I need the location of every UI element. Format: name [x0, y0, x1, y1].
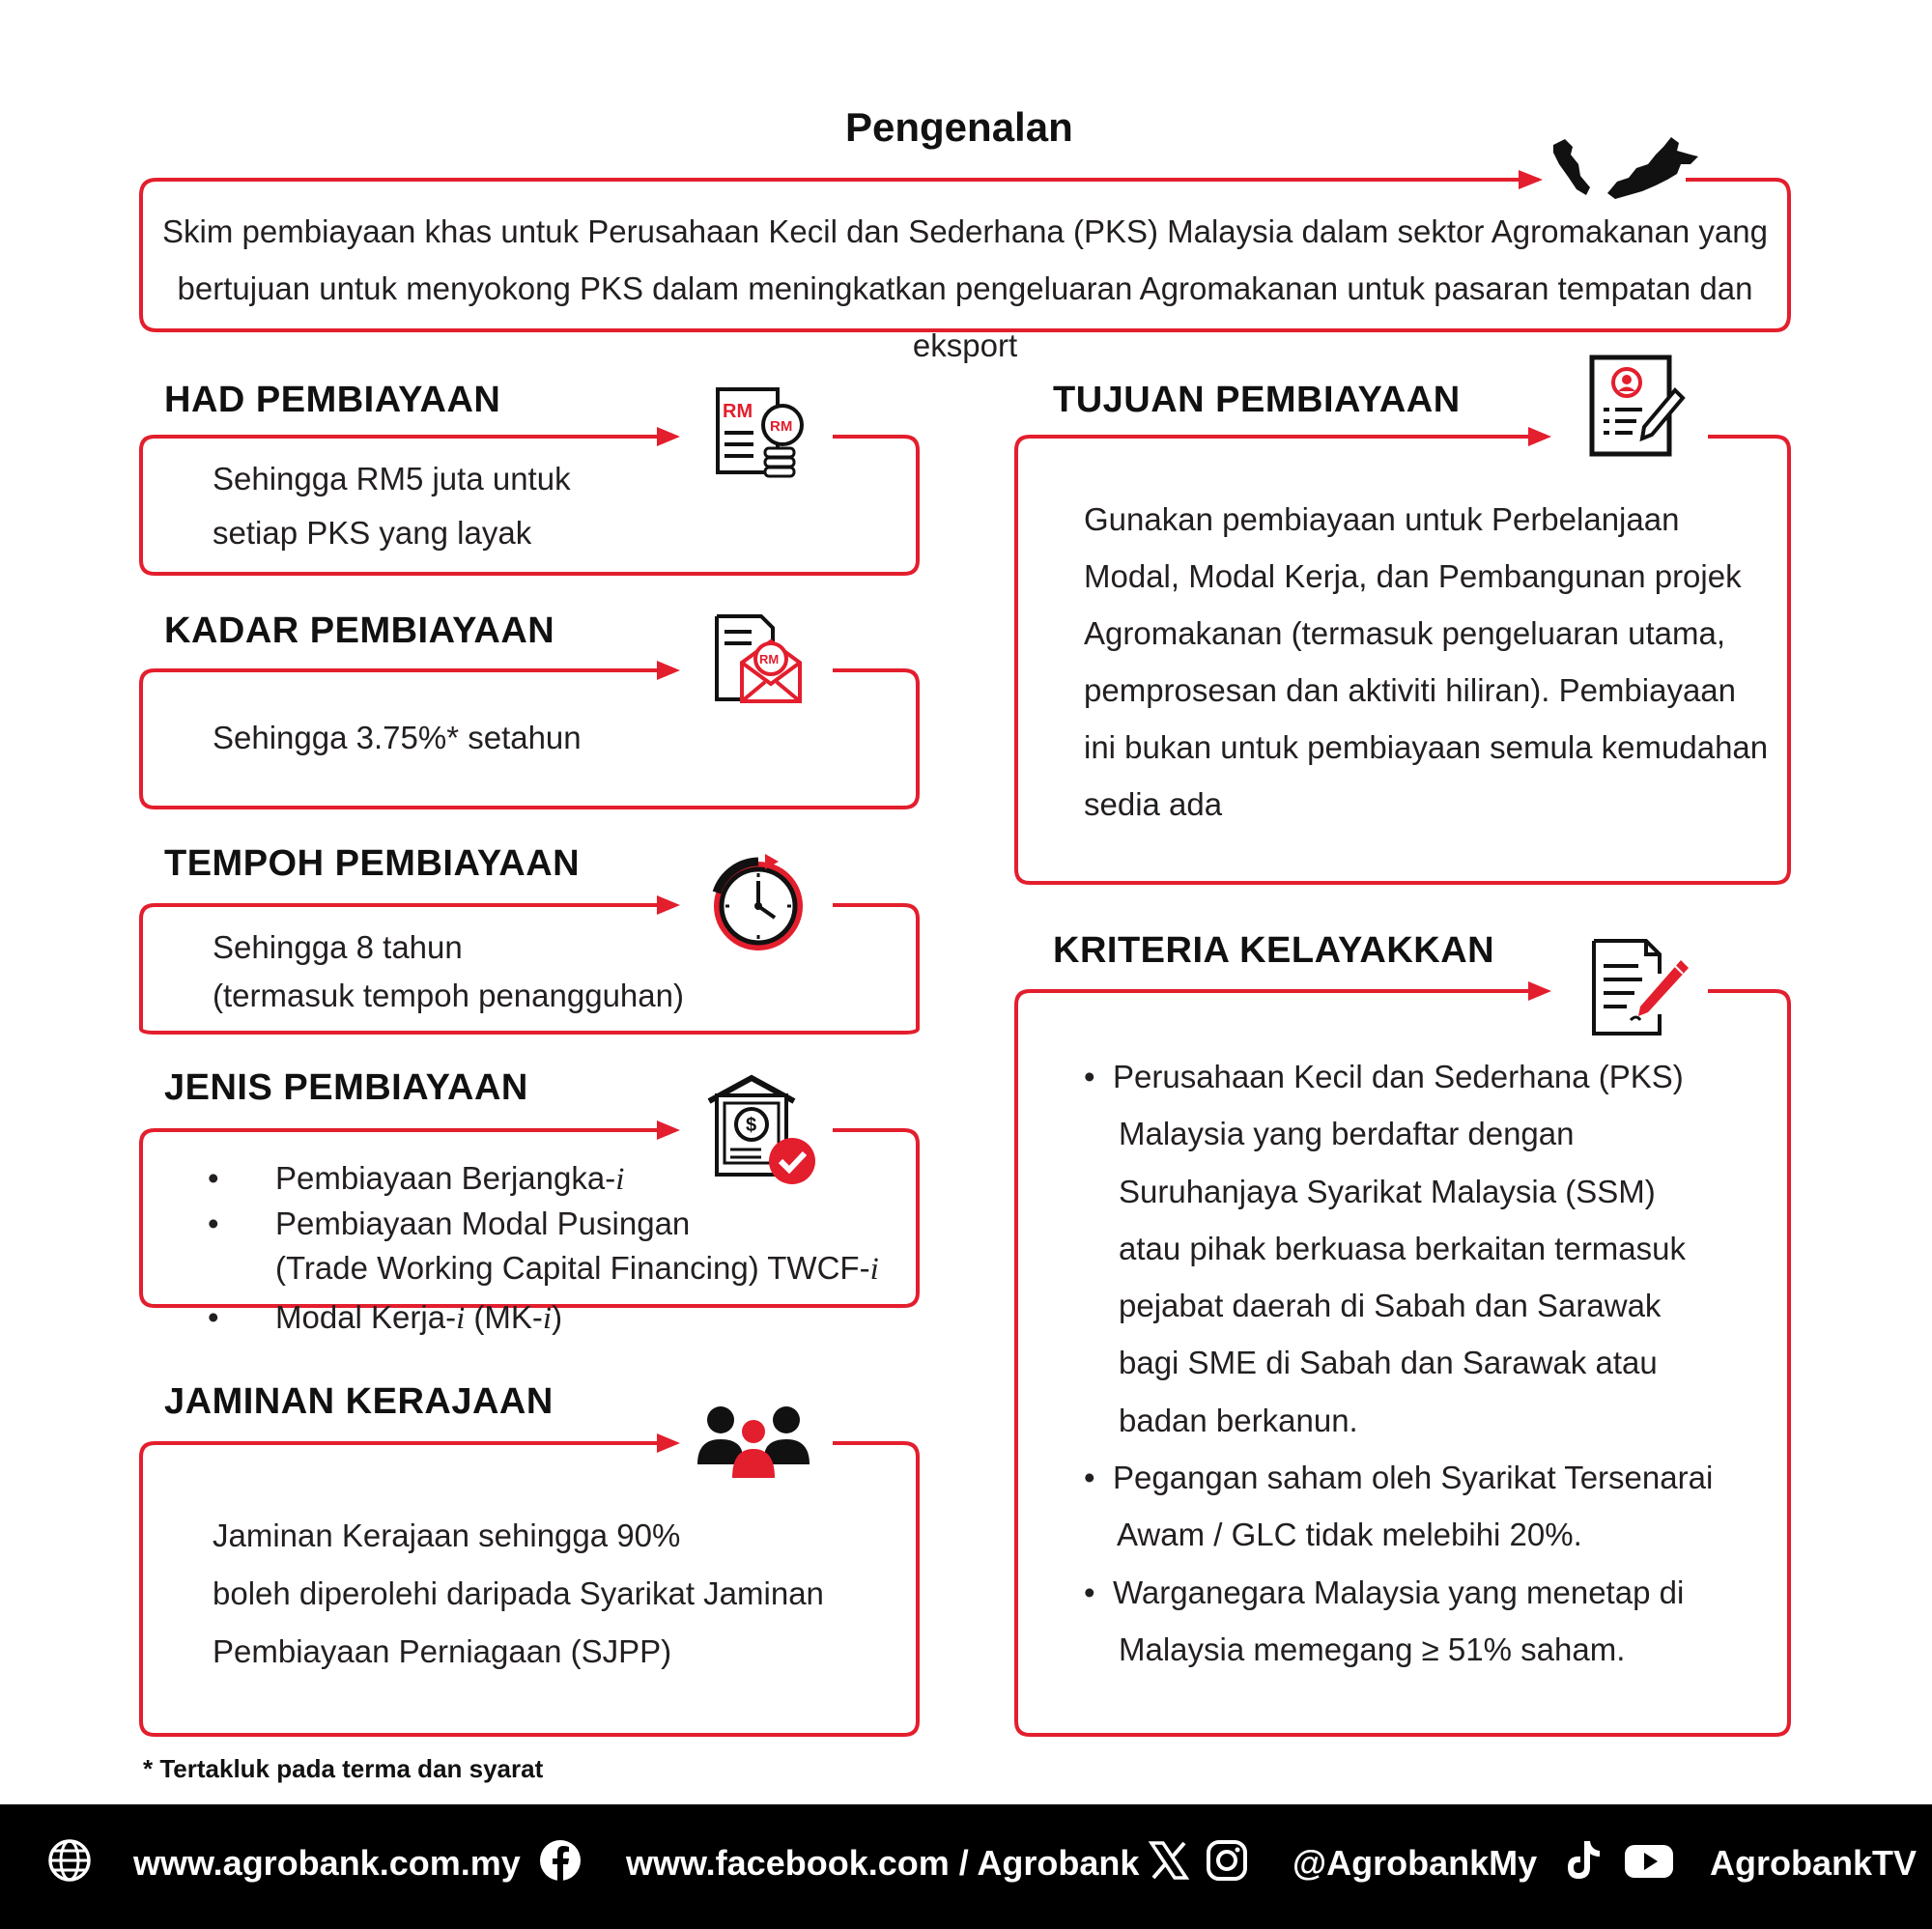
kriteria-item-1-line-7: badan berkanun.	[1119, 1402, 1358, 1438]
kriteria-item-1	[1084, 1048, 1713, 1449]
jenis-item-2-subtext: (Trade Working Capital Financing) TWCF-	[275, 1250, 870, 1286]
tiktok-icon[interactable]	[1559, 1837, 1605, 1884]
youtube-channel-link[interactable]: AgrobankTV	[1710, 1843, 1918, 1883]
kriteria-item-1-line-2: Malaysia yang berdaftar dengan	[1119, 1116, 1575, 1152]
had-title: HAD PEMBIAYAAN	[164, 380, 501, 420]
jenis-item-3-end: )	[552, 1299, 563, 1335]
youtube-icon[interactable]	[1623, 1837, 1675, 1884]
kriteria-item-3-line-2: Malaysia memegang ≥ 51% saham.	[1119, 1631, 1626, 1667]
kadar-text: Sehingga 3.75%* setahun	[213, 720, 582, 755]
website-link[interactable]: www.agrobank.com.my	[133, 1843, 521, 1883]
jenis-item-3-text: Modal Kerja-	[275, 1299, 457, 1335]
svg-text:RM: RM	[770, 418, 793, 435]
jenis-item-3-mid: (MK-	[465, 1299, 543, 1335]
svg-text:RM: RM	[723, 401, 753, 422]
kriteria-item-1-line-4: atau pihak berkuasa berkaitan termasuk	[1119, 1230, 1687, 1266]
tempoh-line-1: Sehingga 8 tahun	[213, 929, 463, 965]
kriteria-title: KRITERIA KELAYAKKAN	[1053, 930, 1495, 971]
page-title: Pengenalan	[845, 104, 1073, 150]
tujuan-line-5: ini bukan untuk pembiayaan semula kemudahan	[1084, 729, 1769, 765]
bullet-marker: •	[1084, 1460, 1095, 1496]
bullet-marker: •	[208, 1299, 219, 1335]
kriteria-item-3	[1084, 1564, 1713, 1679]
globe-icon	[46, 1837, 93, 1884]
footnote: * Tertakluk pada terma dan syarat	[143, 1754, 544, 1783]
had-line-1: Sehingga RM5 juta untuk	[213, 461, 571, 496]
svg-text:RM: RM	[759, 652, 780, 667]
jaminan-line-3: Pembiayaan Perniagaan (SJPP)	[213, 1633, 672, 1669]
intro-text	[141, 203, 1789, 374]
tempoh-line-2: (termasuk tempoh penangguhan)	[213, 978, 684, 1013]
bullet-marker: •	[1084, 1574, 1095, 1610]
kriteria-item-3-line-1: Warganegara Malaysia yang menetap di	[1113, 1574, 1685, 1610]
islamic-suffix: i	[542, 1301, 553, 1336]
kriteria-item-1-line-6: bagi SME di Sabah dan Sarawak atau	[1119, 1345, 1658, 1381]
kadar-title: KADAR PEMBIAYAAN	[164, 610, 555, 651]
profile-document-icon	[1588, 354, 1685, 460]
kriteria-item-1-line-5: pejabat daerah di Sabah dan Sarawak	[1119, 1288, 1662, 1324]
kriteria-item-1-line-3: Suruhanjaya Syarikat Malaysia (SSM)	[1119, 1173, 1656, 1209]
facebook-icon[interactable]	[537, 1837, 583, 1884]
tujuan-line-6: sedia ada	[1084, 786, 1223, 822]
tujuan-text	[1084, 491, 1768, 833]
tujuan-line-3: Agromakanan (termasuk pengeluaran utama,	[1084, 615, 1726, 651]
svg-text:$: $	[746, 1115, 757, 1136]
jenis-item-2-text: Pembiayaan Modal Pusingan	[275, 1206, 691, 1241]
malaysia-map-icon	[1548, 135, 1702, 203]
tujuan-line-4: pemprosesan dan aktiviti hiliran). Pembiayaan	[1084, 672, 1737, 708]
jenis-title: JENIS PEMBIAYAAN	[164, 1067, 528, 1108]
bullet-marker: •	[208, 1160, 219, 1196]
intro-line-2: bertujuan untuk menyokong PKS dalam meningkatkan pengeluaran Agromakanan untuk pasaran tempatan dan eksport	[177, 270, 1753, 363]
islamic-suffix: i	[615, 1162, 625, 1197]
facebook-link[interactable]: www.facebook.com / Agrobank	[626, 1843, 1140, 1883]
tujuan-line-2: Modal, Modal Kerja, dan Pembangunan projek	[1084, 558, 1742, 594]
checklist-pen-icon	[1588, 937, 1694, 1043]
social-handle-link[interactable]: @AgrobankMy	[1293, 1843, 1538, 1883]
tujuan-line-1: Gunakan pembiayaan untuk Perbelanjaan	[1084, 501, 1680, 537]
bullet-marker: •	[208, 1206, 219, 1241]
x-twitter-icon[interactable]	[1146, 1837, 1192, 1884]
kriteria-item-2-line-1: Pegangan saham oleh Syarikat Tersenarai	[1113, 1460, 1714, 1496]
kriteria-list	[1084, 1048, 1713, 1678]
kriteria-item-1-line-1: Perusahaan Kecil dan Sederhana (PKS)	[1113, 1059, 1684, 1094]
bullet-marker: •	[1084, 1059, 1095, 1094]
kriteria-item-2-line-2: Awam / GLC tidak melebihi 20%.	[1117, 1517, 1582, 1553]
islamic-suffix: i	[869, 1252, 879, 1287]
tujuan-title: TUJUAN PEMBIAYAAN	[1053, 380, 1461, 420]
islamic-suffix: i	[456, 1301, 466, 1336]
jaminan-line-2: boleh diperolehi daripada Syarikat Jaminan	[213, 1575, 824, 1611]
footer-bar	[0, 1804, 1932, 1929]
jaminan-line-1: Jaminan Kerajaan sehingga 90%	[213, 1518, 681, 1553]
jenis-item-1-text: Pembiayaan Berjangka-	[275, 1160, 616, 1196]
had-line-2: setiap PKS yang layak	[213, 515, 532, 551]
intro-line-1: Skim pembiayaan khas untuk Perusahaan Kecil dan Sederhana (PKS) Malaysia dalam sektor Agromakanan yang	[162, 213, 1768, 249]
instagram-icon[interactable]	[1204, 1837, 1250, 1884]
kriteria-item-2	[1084, 1449, 1713, 1564]
tempoh-title: TEMPOH PEMBIAYAAN	[164, 843, 581, 884]
jaminan-title: JAMINAN KERAJAAN	[164, 1381, 554, 1422]
